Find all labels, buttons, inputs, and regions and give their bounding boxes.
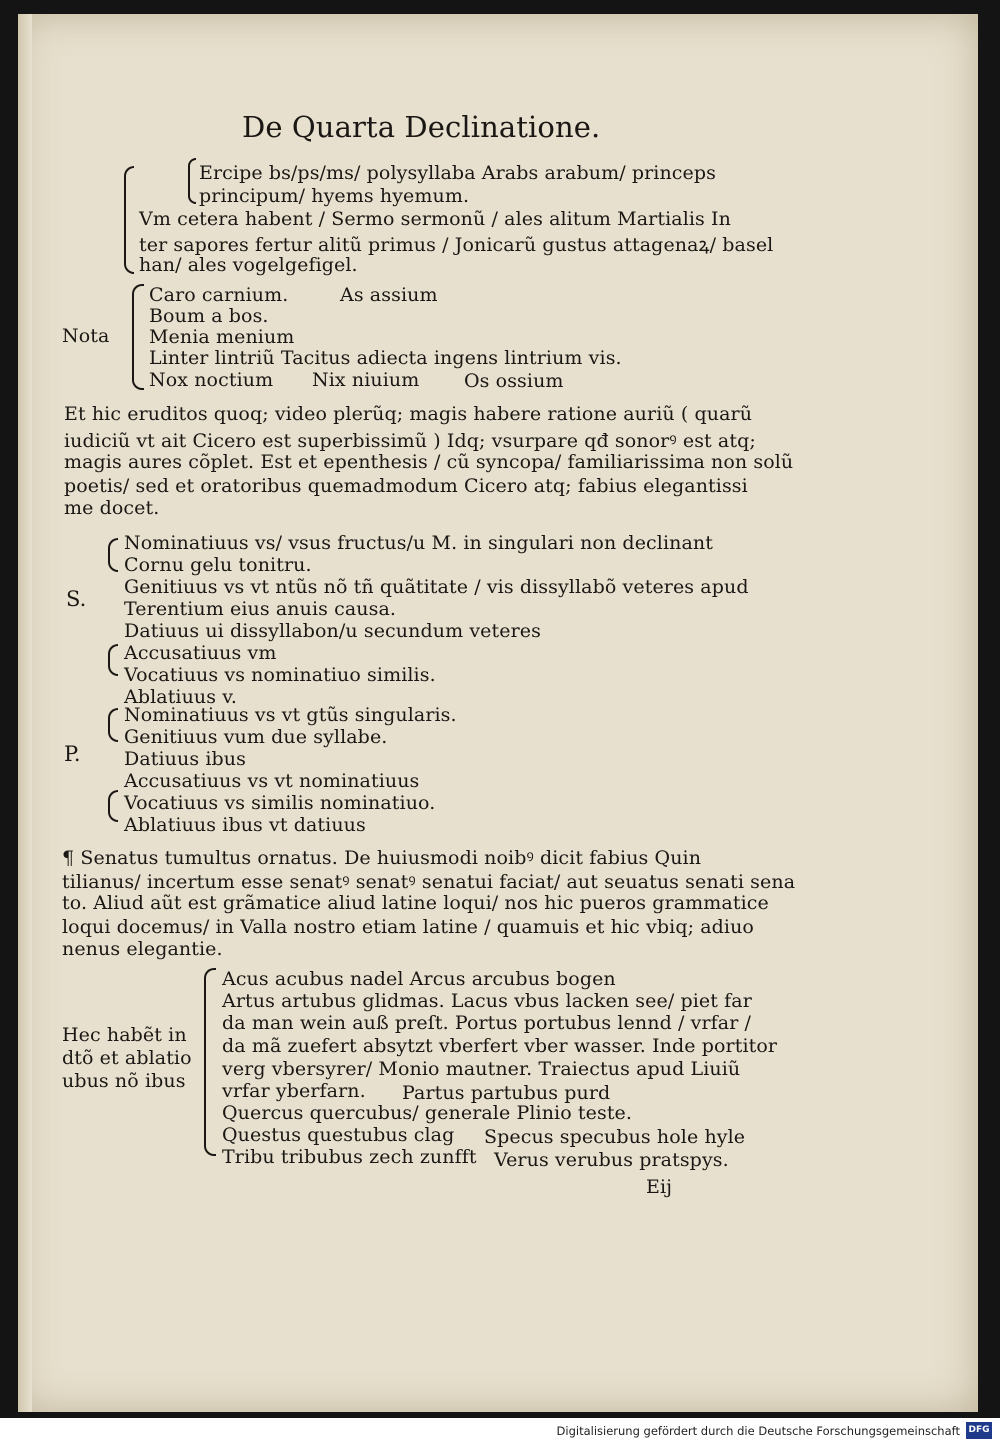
text-line: tilianus/ incertum esse senatꝰ senatꝰ senatui faciat/ aut seuatus senati sena xyxy=(62,871,796,893)
text-line: Cornu gelu tonitru. xyxy=(124,554,312,576)
text-line: Nominatiuus vs vt gtũs singularis. xyxy=(124,704,457,726)
text-line: Acus acubus nadel Arcus arcubus bogen xyxy=(222,968,616,990)
text-line: Os ossium xyxy=(464,370,564,392)
text-line: Genitiuus vs vt ntũs nõ tñ quãtitate / vis dissyllabõ veteres apud xyxy=(124,576,749,598)
book-page xyxy=(18,14,978,1412)
page-heading: De Quarta Declinatione. xyxy=(242,110,601,144)
text-line: nenus elegantie. xyxy=(62,938,223,960)
text-line: to. Aliud aũt est grãmatice aliud latine loqui/ nos hic pueros grammatice xyxy=(62,892,769,914)
text-line: Nox noctium xyxy=(149,369,274,391)
text-line: Quercus quercubus/ generale Plinio teste. xyxy=(222,1102,633,1124)
footer-bar xyxy=(0,1418,1000,1446)
text-line: Vocatiuus vs similis nominatiuo. xyxy=(124,792,436,814)
bracket-nota xyxy=(132,284,144,390)
margin-note: dtõ et ablatio xyxy=(62,1047,192,1069)
text-line: Ablatiuus v. xyxy=(124,686,237,708)
bracket-hec xyxy=(204,968,216,1156)
text-line: Partus partubus purd xyxy=(402,1082,611,1104)
text-line: ¶ Senatus tumultus ornatus. De huiusmodi noibꝰ dicit fabius Quin xyxy=(62,847,702,869)
footer-credit: Digitalisierung gefördert durch die Deutsche Forschungsgemeinschaft xyxy=(556,1424,960,1438)
text-line: han/ ales vogelgefigel. xyxy=(139,254,358,276)
text-line: Verus verubus pratspys. xyxy=(494,1149,729,1171)
text-line: poetis/ sed et oratoribus quemadmodum Cicero atq; fabius elegantissi xyxy=(64,475,748,497)
text-line: Datiuus ui dissyllabon/u secundum veteres xyxy=(124,620,541,642)
text-line: Ercipe bs/ps/ms/ polysyllaba Arabs arabum/ princeps xyxy=(199,162,716,184)
text-line: Accusatiuus vs vt nominatiuus xyxy=(124,770,420,792)
text-line: Questus questubus clag xyxy=(222,1124,455,1146)
margin-note: Hec habẽt in xyxy=(62,1024,187,1046)
margin-note: ubus nõ ibus xyxy=(62,1070,186,1092)
text-line: Accusatiuus vm xyxy=(124,642,277,664)
singular-label: S. xyxy=(66,587,87,611)
text-line: verg vbersyrer/ Monio mautner. Traiectus apud Liuiũ xyxy=(222,1058,741,1080)
bracket-acc-voc xyxy=(108,644,118,676)
text-line: Ablatiuus ibus vt datiuus xyxy=(124,814,366,836)
text-line: Genitiuus vum due syllabe. xyxy=(124,726,388,748)
nota-label: Nota xyxy=(62,325,110,347)
text-line: principum/ hyems hyemum. xyxy=(199,185,470,207)
bracket-plural-nom xyxy=(108,708,118,742)
text-line: me docet. xyxy=(64,497,160,519)
text-line: Caro carnium. xyxy=(149,284,289,306)
text-line: iudiciũ vt ait Cicero est superbissimũ ) Idq; vsurpare qđ sonorꝰ est atq; xyxy=(64,430,756,452)
text-line: magis aures cõplet. Est et epenthesis / cũ syncopa/ familiarissima non solũ xyxy=(64,451,794,473)
text-line: Datiuus ibus xyxy=(124,748,246,770)
text-line: vrfar yberfarn. xyxy=(222,1080,366,1102)
bracket-exception xyxy=(188,158,196,204)
text-line: Terentium eius anuis causa. xyxy=(124,598,397,620)
text-line: Et hic eruditos quoq; video plerũq; magis habere ratione auriũ ( quarũ xyxy=(64,403,753,425)
text-line: Menia menium xyxy=(149,326,295,348)
text-line: Nix niuium xyxy=(312,369,420,391)
bracket-plural-voc xyxy=(108,790,118,822)
text-line: Boum a bos. xyxy=(149,305,269,327)
text-line: ter sapores fertur alitũ primus / Jonicarũ gustus attagenaꝝ/ basel xyxy=(139,234,774,256)
text-line: Artus artubus glidmas. Lacus vbus lacken see/ piet far xyxy=(222,990,752,1012)
text-line: Vm cetera habent / Sermo sermonũ / ales alitum Martialis In xyxy=(139,208,731,230)
dfg-logo-icon: DFG xyxy=(966,1422,992,1439)
plural-label: P. xyxy=(64,742,81,766)
bracket-nominative xyxy=(108,538,118,572)
text-line: Vocatiuus vs nominatiuo similis. xyxy=(124,664,436,686)
text-line: Tribu tribubus zech zunfft xyxy=(222,1146,477,1168)
text-line: Linter lintriũ Tacitus adiecta ingens lintrium vis. xyxy=(149,347,622,369)
text-line: loqui docemus/ in Valla nostro etiam latine / quamuis et hic vbiq; adiuo xyxy=(62,916,754,938)
catchword: Eij xyxy=(646,1176,673,1198)
text-line: As assium xyxy=(340,284,438,306)
text-line: Nominatiuus vs/ vsus fructus/u M. in singulari non declinant xyxy=(124,532,713,554)
text-line: Specus specubus hole hyle xyxy=(484,1126,746,1148)
text-line: da mã zuefert absytzt vberfert vber wasser. Inde portitor xyxy=(222,1035,778,1057)
bracket-block1 xyxy=(124,166,134,274)
text-line: da man wein auß preſt. Portus portubus lennd / vrfar / xyxy=(222,1012,752,1034)
